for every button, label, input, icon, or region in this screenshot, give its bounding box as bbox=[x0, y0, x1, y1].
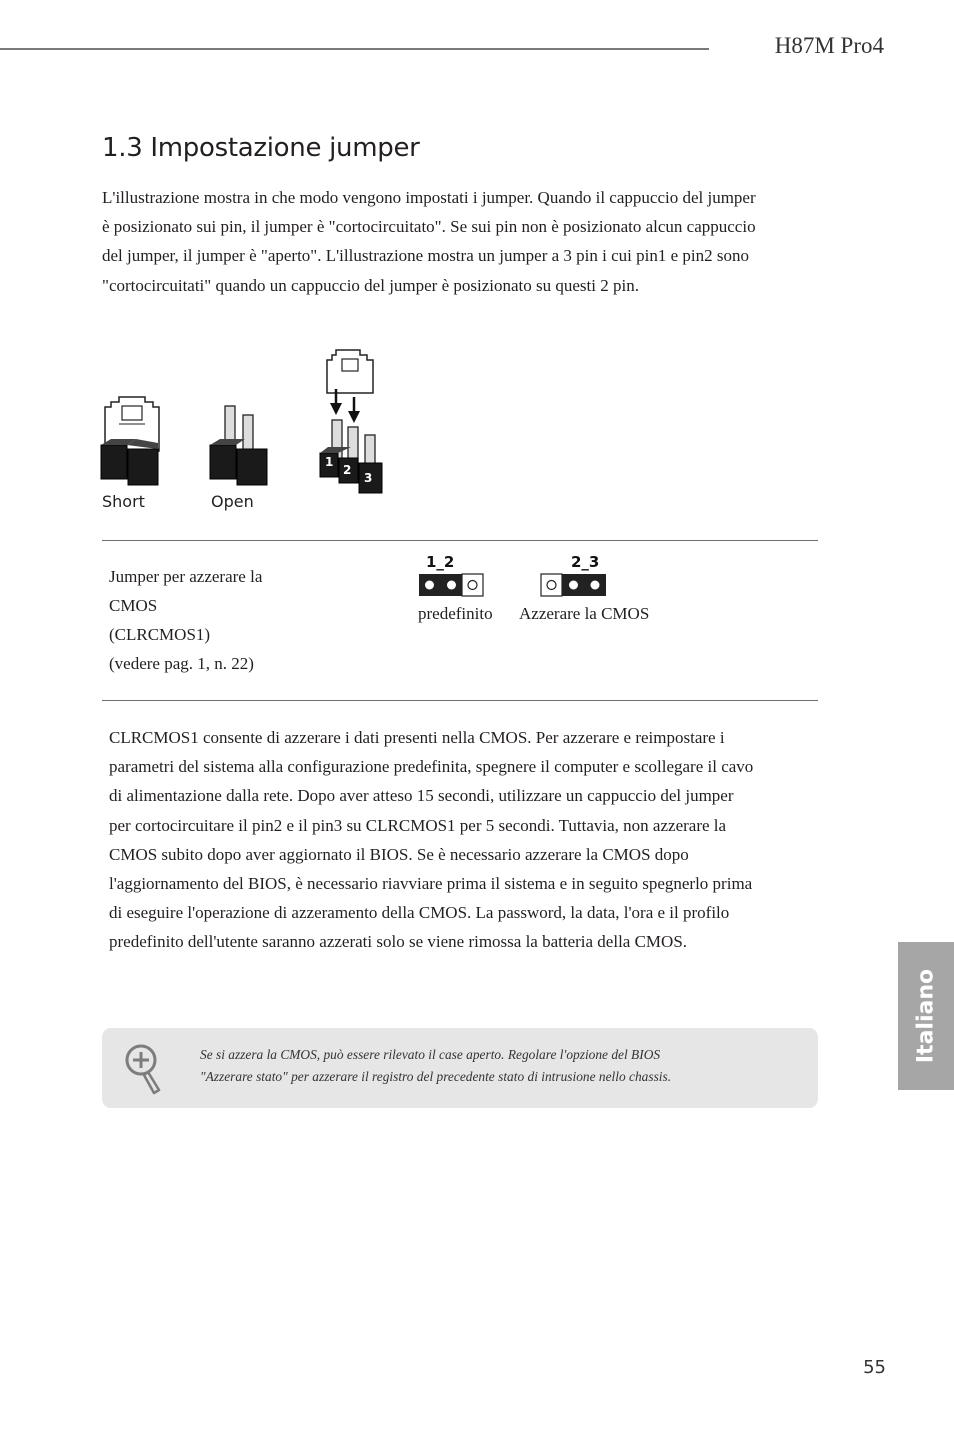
open-jumper-illustration bbox=[210, 406, 267, 485]
pin-header-1-2-icon bbox=[418, 572, 488, 600]
language-tab-label: Italiano bbox=[913, 968, 939, 1064]
open-label: Open bbox=[211, 492, 254, 511]
section-title: 1.3 Impostazione jumper bbox=[102, 133, 420, 163]
note-text bbox=[200, 1044, 800, 1088]
pin-number-3: 3 bbox=[364, 471, 373, 485]
table-rule-bottom bbox=[102, 700, 818, 701]
jumper-name-line: (CLRCMOS1) bbox=[109, 625, 211, 644]
jumper-name bbox=[109, 562, 349, 678]
intro-paragraph: L'illustrazione mostra in che modo vengono impostati i jumper. Quando il cappuccio del jumper è posizionato sui pin, il jumper è "cortocircuitato". Se sui pin non è posizionato alcun cappuccio del jumper, il jumper è "aperto". L'illustrazione mostra un jumper a 3 pin i cui pin1 e pin2 sono "cortocircuitati" quando un cappuccio del jumper è posizionato su questi 2 pin. bbox=[102, 188, 756, 295]
setting-2-3-diagram bbox=[540, 553, 610, 600]
short-jumper-illustration bbox=[101, 397, 159, 485]
setting-1-2-label: predefinito bbox=[418, 604, 493, 623]
pin-header-2-3-icon bbox=[540, 572, 610, 600]
jumper-name-line: (vedere pag. 1, n. 22) bbox=[109, 654, 254, 673]
pin-setting-label: 1_2 bbox=[426, 553, 455, 571]
header-model-name: H87M Pro4 bbox=[774, 33, 884, 58]
description-paragraph: CLRCMOS1 consente di azzerare i dati presenti nella CMOS. Per azzerare e reimpostare i parametri del sistema alla configurazione predefinita, spegnere il computer e scollegare il cavo di alimentazione dalla rete. Dopo aver atteso 15 secondi, utilizzare un cappuccio del jumper per cortocircuitare il pin2 e il pin3 su CLRCMOS1 per 5 secondi. Tuttavia, non azzerare la CMOS subito dopo aver aggiornato il BIOS. Se è necessario azzerare la CMOS dopo l'aggiornamento del BIOS, è necessario riavviare prima il sistema e in seguito spegnerlo prima di eseguire l'operazione di azzeramento della CMOS. La password, la data, l'ora e il profilo predefinito dell'utente saranno azzerati solo se viene rimossa la batteria della CMOS. bbox=[109, 728, 754, 952]
note-box bbox=[102, 1028, 818, 1108]
jumper-name-line: Jumper per azzerare la bbox=[109, 567, 263, 586]
pin-setting-label: 2_3 bbox=[571, 553, 600, 571]
note-line: "Azzerare stato" per azzerare il registro del precedente stato di intrusione nello chassis. bbox=[200, 1069, 672, 1084]
header-rule bbox=[0, 48, 709, 50]
setting-2-3-label: Azzerare la CMOS bbox=[519, 604, 650, 623]
page-number: 55 bbox=[863, 1357, 886, 1378]
jumper-illustrations bbox=[96, 345, 396, 520]
pin-number-1: 1 bbox=[325, 455, 334, 469]
note-line: Se si azzera la CMOS, può essere rilevato il case aperto. Regolare l'opzione del BIOS bbox=[200, 1047, 661, 1062]
short-label: Short bbox=[102, 492, 145, 511]
pin-number-2: 2 bbox=[343, 463, 352, 477]
zoom-in-icon bbox=[123, 1042, 165, 1096]
jumper-name-line: CMOS bbox=[109, 596, 158, 615]
language-side-tab bbox=[898, 942, 954, 1090]
table-rule-top bbox=[102, 540, 818, 541]
setting-1-2-diagram bbox=[418, 553, 488, 600]
